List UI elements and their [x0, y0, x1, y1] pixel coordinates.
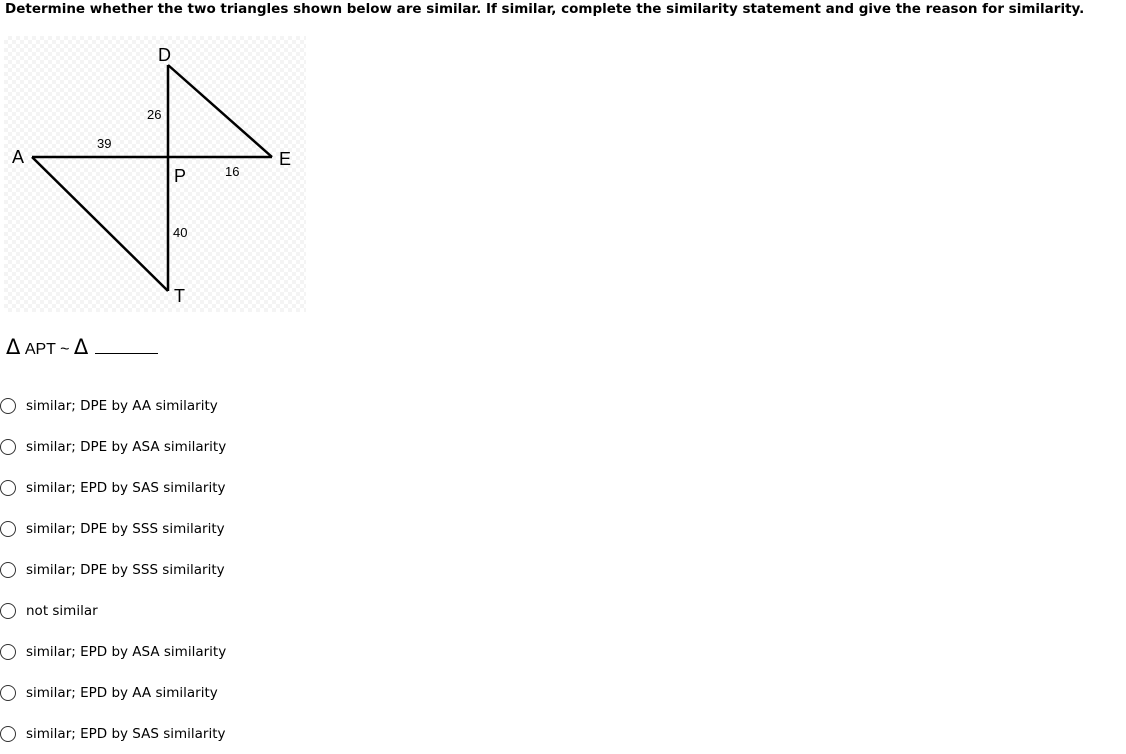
similar-symbol: ~ — [60, 341, 70, 358]
answer-blank — [95, 339, 158, 354]
choice-label: similar; DPE by ASA similarity — [26, 439, 227, 455]
measure-label-pe: 16 — [225, 164, 240, 179]
choice-option[interactable] — [0, 683, 218, 703]
choice-label: similar; DPE by AA similarity — [26, 398, 218, 414]
measure-label-dp: 26 — [147, 107, 162, 122]
choice-option[interactable] — [0, 519, 225, 539]
radio-button[interactable] — [0, 439, 16, 455]
choice-option[interactable] — [0, 437, 226, 457]
vertex-label-a: A — [12, 147, 25, 167]
choice-option[interactable] — [0, 478, 226, 498]
choice-label: similar; DPE by SSS similarity — [26, 562, 225, 578]
choice-option[interactable] — [0, 601, 98, 621]
choice-option[interactable] — [0, 642, 226, 662]
radio-button[interactable] — [0, 480, 16, 496]
triangle-name: APT — [24, 341, 56, 358]
radio-button[interactable] — [0, 562, 16, 578]
choice-option[interactable] — [0, 396, 218, 416]
radio-button[interactable] — [0, 685, 16, 701]
vertex-label-p: P — [174, 166, 187, 186]
similarity-statement — [6, 337, 158, 360]
triangle-figure — [4, 36, 306, 312]
choice-label: similar; DPE by SSS similarity — [26, 521, 225, 537]
radio-button[interactable] — [0, 726, 16, 742]
vertex-label-d: D — [158, 45, 171, 65]
radio-button[interactable] — [0, 644, 16, 660]
measure-label-pt: 40 — [173, 225, 188, 240]
triangle-diagram — [4, 36, 306, 312]
vertex-label-e: E — [279, 149, 292, 169]
segment-at — [32, 157, 168, 291]
choice-label: similar; EPD by AA similarity — [26, 685, 218, 701]
triangle-symbol: Δ — [73, 335, 89, 359]
choice-label: similar; EPD by SAS similarity — [26, 726, 226, 742]
choice-option[interactable] — [0, 560, 225, 580]
choice-label: similar; EPD by ASA similarity — [26, 644, 227, 660]
radio-button[interactable] — [0, 398, 16, 414]
segment-de — [168, 65, 272, 157]
measure-label-ap: 39 — [97, 136, 112, 151]
choice-label: not similar — [26, 603, 98, 619]
question-text: Determine whether the two triangles shown below are similar. If similar, complete the similarity statement and give the reason for similarity. — [5, 1, 1085, 17]
vertex-label-t: T — [174, 286, 185, 306]
choice-option[interactable] — [0, 724, 226, 744]
triangle-symbol: Δ — [6, 335, 21, 359]
radio-button[interactable] — [0, 521, 16, 537]
radio-button[interactable] — [0, 603, 16, 619]
choice-label: similar; EPD by SAS similarity — [26, 480, 226, 496]
